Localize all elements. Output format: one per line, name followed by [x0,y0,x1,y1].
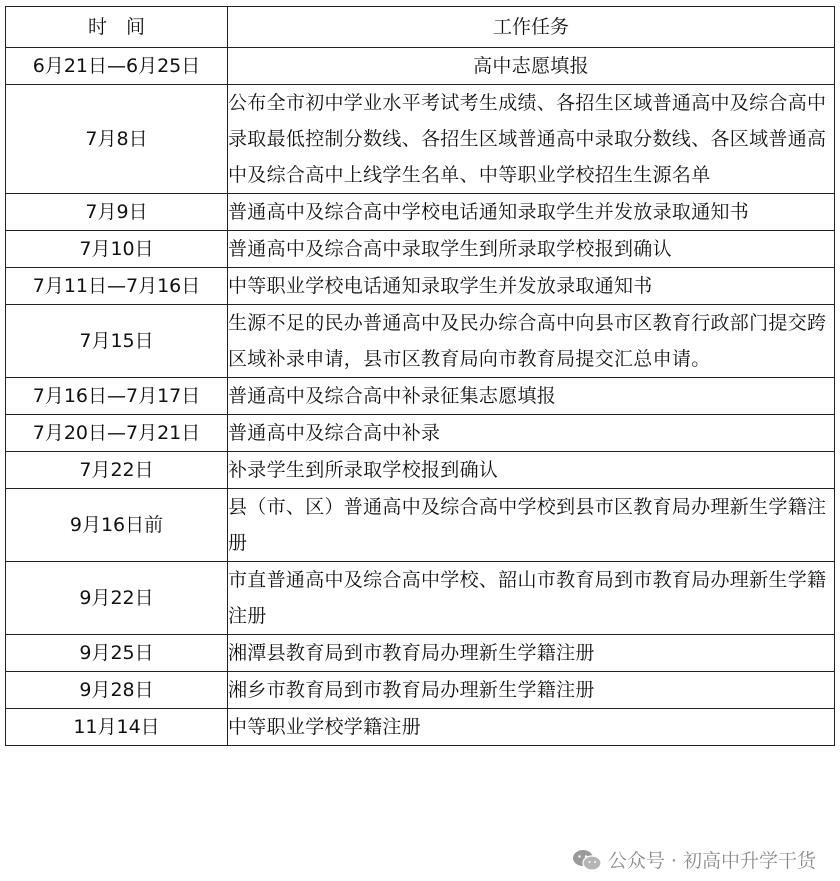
row-time: 6月21日—6月25日 [6,48,228,85]
row-task: 普通高中及综合高中录取学生到所录取学校报到确认 [228,231,835,268]
row-time: 7月11日—7月16日 [6,268,228,305]
row-time: 7月15日 [6,305,228,378]
row-time: 7月9日 [6,194,228,231]
row-time: 9月28日 [6,672,228,709]
row-task: 湘乡市教育局到市教育局办理新生学籍注册 [228,672,835,709]
row-task: 普通高中及综合高中补录征集志愿填报 [228,378,835,415]
table-header-row [6,7,835,48]
enrollment-schedule-table [5,6,835,746]
table-row [6,268,835,305]
row-task: 市直普通高中及综合高中学校、韶山市教育局到市教育局办理新生学籍注册 [228,562,835,635]
table-row [6,305,835,378]
table-row [6,672,835,709]
table-row [6,231,835,268]
row-task: 高中志愿填报 [228,48,835,85]
row-time: 9月16日前 [6,489,228,562]
table-row [6,194,835,231]
row-task: 普通高中及综合高中补录 [228,415,835,452]
header-task: 工作任务 [228,7,835,48]
row-task: 普通高中及综合高中学校电话通知录取学生并发放录取通知书 [228,194,835,231]
row-time: 7月20日—7月21日 [6,415,228,452]
table-row [6,48,835,85]
row-time: 9月22日 [6,562,228,635]
row-task: 湘潭县教育局到市教育局办理新生学籍注册 [228,635,835,672]
row-time: 7月8日 [6,85,228,194]
row-task: 补录学生到所录取学校报到确认 [228,452,835,489]
header-time: 时 间 [6,7,228,48]
table-row [6,709,835,746]
row-time: 7月16日—7月17日 [6,378,228,415]
watermark [572,846,816,873]
row-time: 9月25日 [6,635,228,672]
table-row [6,489,835,562]
table-row [6,85,835,194]
table-row [6,635,835,672]
row-task: 县（市、区）普通高中及综合高中学校到县市区教育局办理新生学籍注册 [228,489,835,562]
row-time: 11月14日 [6,709,228,746]
row-time: 7月22日 [6,452,228,489]
row-task: 中等职业学校电话通知录取学生并发放录取通知书 [228,268,835,305]
row-task: 公布全市初中学业水平考试考生成绩、各招生区域普通高中及综合高中录取最低控制分数线、各招生区域普通高中录取分数线、各区域普通高中及综合高中上线学生名单、中等职业学校招生生源名单 [228,85,835,194]
table-row [6,415,835,452]
watermark-text: 公众号 · 初高中升学干货 [607,850,816,872]
row-task: 中等职业学校学籍注册 [228,709,835,746]
wechat-icon [572,849,602,871]
table-row [6,452,835,489]
row-time: 7月10日 [6,231,228,268]
row-task: 生源不足的民办普通高中及民办综合高中向县市区教育行政部门提交跨区域补录申请，县市区教育局向市教育局提交汇总申请。 [228,305,835,378]
table-row [6,378,835,415]
table-row [6,562,835,635]
